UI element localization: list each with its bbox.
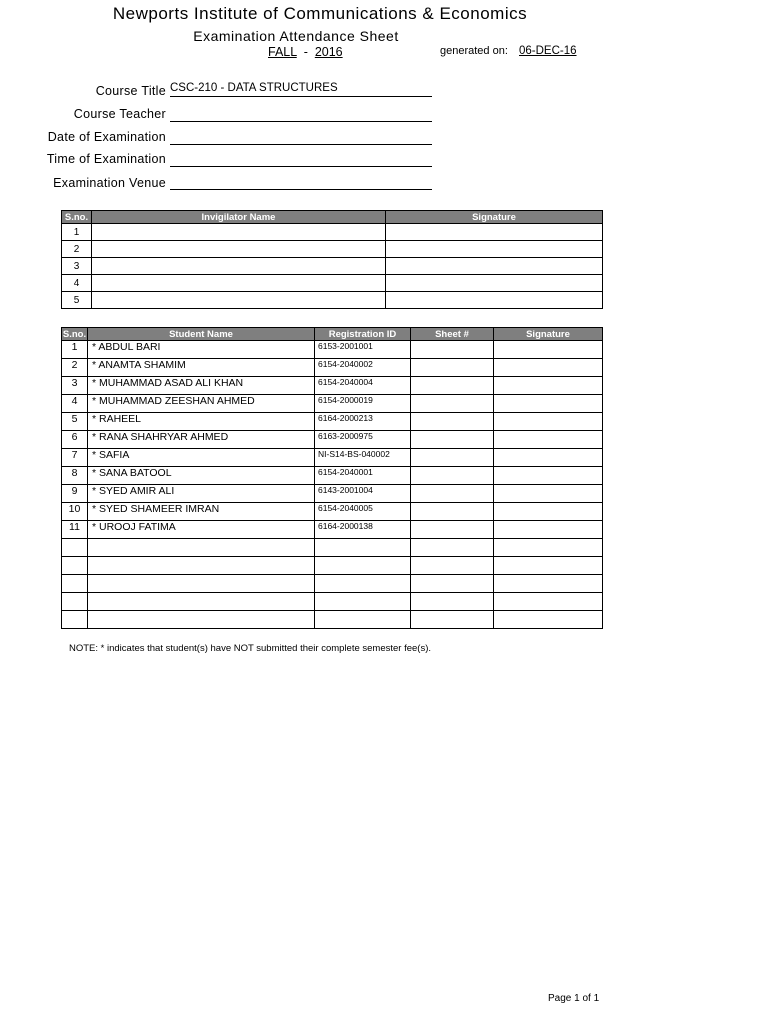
student-name: * MUHAMMAD ZEESHAN AHMED: [88, 395, 315, 413]
student-sheet-cell[interactable]: [411, 341, 494, 359]
student-sheet-cell[interactable]: [411, 413, 494, 431]
student-signature-cell[interactable]: [494, 485, 603, 503]
invigilator-signature-cell[interactable]: [386, 258, 603, 275]
invigilator-signature-cell[interactable]: [386, 224, 603, 241]
student-sno: 1: [62, 341, 88, 359]
student-row: [62, 611, 603, 629]
student-sheet-cell[interactable]: [411, 539, 494, 557]
fee-note: NOTE: * indicates that student(s) have NOT submitted their complete semester fee(s).: [69, 643, 432, 654]
student-registration-id: 6164-2000138: [315, 521, 411, 539]
student-signature-cell[interactable]: [494, 395, 603, 413]
student-sno: 8: [62, 467, 88, 485]
student-sno: 2: [62, 359, 88, 377]
student-row: [62, 503, 603, 521]
student-row: [62, 485, 603, 503]
student-sheet-cell[interactable]: [411, 575, 494, 593]
invigilator-name-cell[interactable]: [92, 224, 386, 241]
student-col-sheet: Sheet #: [411, 328, 494, 341]
student-name: * MUHAMMAD ASAD ALI KHAN: [88, 377, 315, 395]
student-registration-id: 6164-2000213: [315, 413, 411, 431]
student-registration-id: 6163-2000975: [315, 431, 411, 449]
student-signature-cell[interactable]: [494, 575, 603, 593]
student-sno: 9: [62, 485, 88, 503]
student-sheet-cell[interactable]: [411, 449, 494, 467]
exam-venue-label: Examination Venue: [53, 176, 166, 190]
student-name: * RANA SHAHRYAR AHMED: [88, 431, 315, 449]
student-signature-cell[interactable]: [494, 359, 603, 377]
student-name: [88, 557, 315, 575]
student-row: [62, 359, 603, 377]
student-row: [62, 413, 603, 431]
institute-title: Newports Institute of Communications & Economics: [112, 4, 528, 23]
student-signature-cell[interactable]: [494, 377, 603, 395]
student-sno: 6: [62, 431, 88, 449]
student-signature-cell[interactable]: [494, 431, 603, 449]
course-title-label: Course Title: [95, 84, 166, 98]
exam-date-value: [170, 130, 432, 145]
student-row: [62, 467, 603, 485]
student-name: * ANAMTA SHAMIM: [88, 359, 315, 377]
student-name: * RAHEEL: [88, 413, 315, 431]
invigilator-col-sno: S.no.: [62, 211, 92, 224]
student-row: [62, 575, 603, 593]
student-sno: [62, 593, 88, 611]
exam-date-label: Date of Examination: [47, 130, 166, 144]
student-col-name: Student Name: [88, 328, 315, 341]
term-dash: -: [303, 45, 308, 59]
student-name: * SANA BATOOL: [88, 467, 315, 485]
invigilator-header-row: [62, 211, 603, 224]
student-registration-id: 6154-2040005: [315, 503, 411, 521]
student-row: [62, 377, 603, 395]
invigilator-name-cell[interactable]: [92, 292, 386, 309]
student-signature-cell[interactable]: [494, 593, 603, 611]
term-year: 2016: [314, 45, 343, 59]
student-row: [62, 341, 603, 359]
student-signature-cell[interactable]: [494, 557, 603, 575]
student-name: * UROOJ FATIMA: [88, 521, 315, 539]
student-registration-id: [315, 539, 411, 557]
student-row: [62, 539, 603, 557]
page-number: Page 1 of 1: [548, 993, 600, 1004]
student-sheet-cell[interactable]: [411, 359, 494, 377]
student-name: * SYED AMIR ALI: [88, 485, 315, 503]
student-sno: [62, 575, 88, 593]
student-registration-id: 6143-2001004: [315, 485, 411, 503]
student-table: [61, 327, 603, 629]
invigilator-name-cell[interactable]: [92, 275, 386, 292]
student-sheet-cell[interactable]: [411, 395, 494, 413]
student-table-body: [62, 341, 603, 629]
student-sheet-cell[interactable]: [411, 611, 494, 629]
student-name: * SAFIA: [88, 449, 315, 467]
student-signature-cell[interactable]: [494, 503, 603, 521]
invigilator-sno: 5: [62, 292, 92, 309]
student-row: [62, 449, 603, 467]
student-col-sno: S.no.: [62, 328, 87, 340]
invigilator-row: [62, 224, 603, 241]
student-signature-cell[interactable]: [494, 449, 603, 467]
student-name: * ABDUL BARI: [88, 341, 315, 359]
student-name: [88, 539, 315, 557]
student-sno: [62, 557, 88, 575]
student-sheet-cell[interactable]: [411, 557, 494, 575]
course-teacher-value: [170, 107, 432, 122]
student-registration-id: 6154-2000019: [315, 395, 411, 413]
student-signature-cell[interactable]: [494, 413, 603, 431]
invigilator-sno: 1: [62, 224, 92, 241]
student-sheet-cell[interactable]: [411, 467, 494, 485]
student-sno: 7: [62, 449, 88, 467]
student-sheet-cell[interactable]: [411, 377, 494, 395]
exam-time-value: [170, 152, 432, 167]
student-row: [62, 521, 603, 539]
student-registration-id: 6154-2040002: [315, 359, 411, 377]
student-col-registration: Registration ID: [315, 328, 411, 341]
student-header-row: [62, 328, 603, 341]
student-name: [88, 611, 315, 629]
student-row: [62, 593, 603, 611]
student-sheet-cell[interactable]: [411, 485, 494, 503]
student-col-signature: Signature: [494, 328, 603, 341]
student-registration-id: 6154-2040001: [315, 467, 411, 485]
invigilator-col-name: Invigilator Name: [92, 211, 386, 224]
student-signature-cell[interactable]: [494, 341, 603, 359]
invigilator-table: [61, 210, 603, 309]
student-row: [62, 557, 603, 575]
student-name: [88, 575, 315, 593]
invigilator-signature-cell[interactable]: [386, 241, 603, 258]
invigilator-signature-cell[interactable]: [386, 292, 603, 309]
student-signature-cell[interactable]: [494, 521, 603, 539]
invigilator-col-signature: Signature: [386, 211, 603, 224]
invigilator-row: [62, 241, 603, 258]
invigilator-name-cell[interactable]: [92, 258, 386, 275]
student-signature-cell[interactable]: [494, 467, 603, 485]
generated-label: generated on:: [440, 45, 508, 57]
student-row: [62, 395, 603, 413]
student-sno: 3: [62, 377, 88, 395]
student-registration-id: 6154-2040004: [315, 377, 411, 395]
student-registration-id: [315, 611, 411, 629]
student-sno: [62, 539, 88, 557]
invigilator-row: [62, 292, 603, 309]
term-line: [268, 45, 343, 59]
invigilator-row: [62, 258, 603, 275]
student-registration-id: [315, 575, 411, 593]
invigilator-sno: 4: [62, 275, 92, 292]
invigilator-signature-cell[interactable]: [386, 275, 603, 292]
student-name: [88, 593, 315, 611]
course-teacher-label: Course Teacher: [73, 107, 166, 121]
student-registration-id: [315, 557, 411, 575]
invigilator-name-cell[interactable]: [92, 241, 386, 258]
sheet-subtitle: Examination Attendance Sheet: [193, 28, 399, 44]
student-sno: 11: [62, 521, 88, 539]
student-registration-id: [315, 593, 411, 611]
student-registration-id: 6153-2001001: [315, 341, 411, 359]
student-registration-id: NI-S14-BS-040002: [315, 449, 411, 467]
student-sno: [62, 611, 88, 629]
student-sno: 5: [62, 413, 88, 431]
invigilator-sno: 2: [62, 241, 92, 258]
student-sheet-cell[interactable]: [411, 431, 494, 449]
term-label: FALL: [268, 45, 297, 59]
student-sno: 4: [62, 395, 88, 413]
student-sno: 10: [62, 503, 88, 521]
student-sheet-cell[interactable]: [411, 503, 494, 521]
student-signature-cell[interactable]: [494, 611, 603, 629]
student-name: * SYED SHAMEER IMRAN: [88, 503, 315, 521]
invigilator-row: [62, 275, 603, 292]
exam-time-label: Time of Examination: [46, 152, 166, 166]
student-signature-cell[interactable]: [494, 539, 603, 557]
course-title-value: CSC-210 - DATA STRUCTURES: [170, 82, 432, 97]
student-sheet-cell[interactable]: [411, 593, 494, 611]
generated-date: 06-DEC-16: [519, 45, 577, 57]
invigilator-sno: 3: [62, 258, 92, 275]
student-sheet-cell[interactable]: [411, 521, 494, 539]
student-row: [62, 431, 603, 449]
exam-venue-value: [170, 175, 432, 190]
